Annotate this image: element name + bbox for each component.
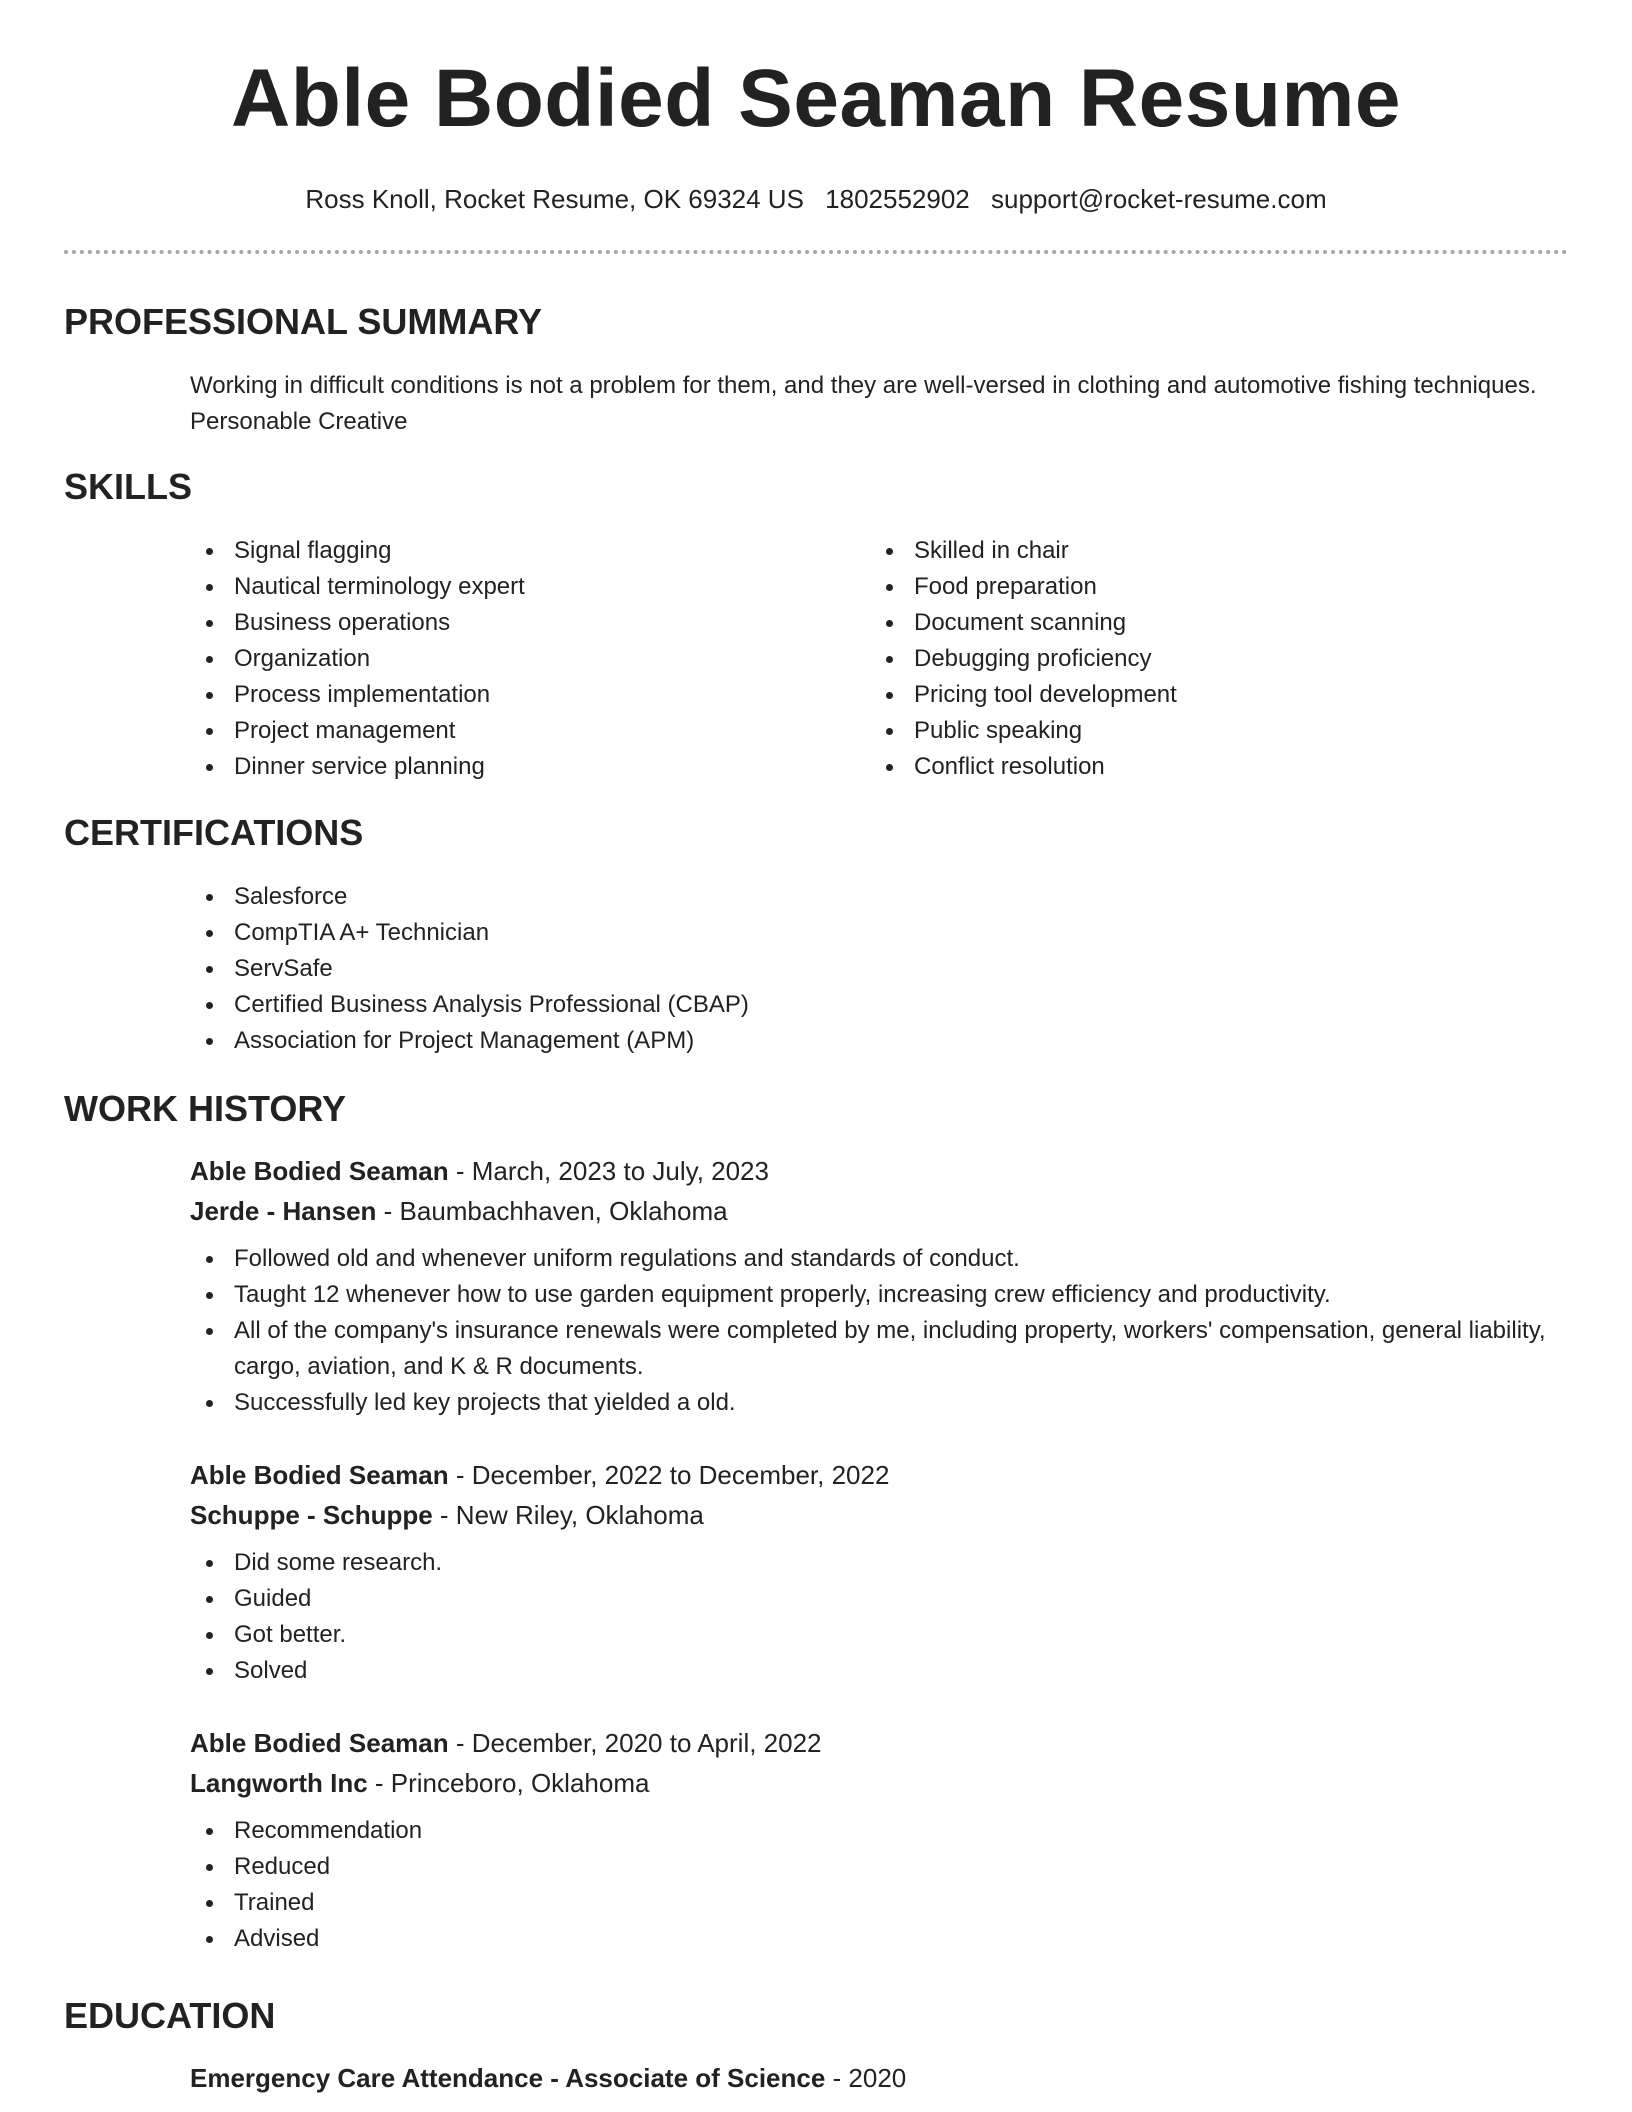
contact-line xyxy=(64,184,1568,215)
list-item: Skilled in chair xyxy=(870,533,1550,569)
job-company: Schuppe - Schuppe xyxy=(190,1500,433,1530)
job-location: - Princeboro, Oklahoma xyxy=(367,1768,650,1798)
list-item: Did some research. xyxy=(190,1545,1568,1581)
job-dates: - March, 2023 to July, 2023 xyxy=(448,1156,769,1186)
education-year: - 2020 xyxy=(825,2063,907,2093)
list-item: Salesforce xyxy=(190,879,1568,915)
job-location: - Baumbachhaven, Oklahoma xyxy=(376,1196,728,1226)
list-item: All of the company's insurance renewals were completed by me, including property, workers' compensation, general liability, cargo, aviation, and K & R documents. xyxy=(190,1313,1568,1385)
list-item: Association for Project Management (APM) xyxy=(190,1023,1568,1059)
job-company: Jerde - Hansen xyxy=(190,1196,377,1226)
list-item: Nautical terminology expert xyxy=(190,569,870,605)
list-item: Solved xyxy=(190,1653,1568,1689)
list-item: Food preparation xyxy=(870,569,1550,605)
list-item: Reduced xyxy=(190,1849,1568,1885)
list-item: Conflict resolution xyxy=(870,749,1550,785)
job-title: Able Bodied Seaman xyxy=(190,1460,449,1490)
job-company-line xyxy=(190,1495,1568,1535)
resume-page xyxy=(64,0,1568,2112)
list-item: Business operations xyxy=(190,605,870,641)
list-item: Successfully led key projects that yielded a old. xyxy=(190,1385,1568,1421)
work-jobs xyxy=(190,1151,1568,1957)
list-item: Document scanning xyxy=(870,605,1550,641)
work-section xyxy=(64,1088,1568,1991)
summary-text: Working in difficult conditions is not a problem for them, and they are well-versed in clothing and automotive fishing techniques. Personable Creative xyxy=(190,372,1537,435)
list-item: Pricing tool development xyxy=(870,677,1550,713)
list-item: Project management xyxy=(190,713,870,749)
contact-address: Ross Knoll, Rocket Resume, OK 69324 US xyxy=(305,184,804,214)
work-heading: WORK HISTORY xyxy=(64,1088,347,1129)
education-heading: EDUCATION xyxy=(64,1995,276,2036)
job-location: - New Riley, Oklahoma xyxy=(432,1500,704,1530)
list-item: Trained xyxy=(190,1885,1568,1921)
list-item: Certified Business Analysis Professional (CBAP) xyxy=(190,987,1568,1023)
education-section xyxy=(64,1995,1568,2098)
contact-phone: 1802552902 xyxy=(825,184,970,214)
list-item: Public speaking xyxy=(870,713,1550,749)
summary-section xyxy=(64,301,1568,440)
job-bullets xyxy=(190,1545,1568,1689)
skills-left-list xyxy=(190,533,870,785)
certifications-section xyxy=(64,812,1568,1059)
list-item: Organization xyxy=(190,641,870,677)
skills-section xyxy=(64,466,1568,785)
list-item: Guided xyxy=(190,1581,1568,1617)
job-title-line xyxy=(190,1455,1568,1495)
job-company-line xyxy=(190,1763,1568,1803)
job-company: Langworth Inc xyxy=(190,1768,368,1798)
list-item: Process implementation xyxy=(190,677,870,713)
job-company-line xyxy=(190,1191,1568,1231)
list-item: Recommendation xyxy=(190,1813,1568,1849)
skills-columns xyxy=(190,533,1568,785)
list-item: Dinner service planning xyxy=(190,749,870,785)
job-title-line xyxy=(190,1151,1568,1191)
education-entry xyxy=(190,2058,1568,2098)
job-bullets xyxy=(190,1241,1568,1421)
list-item: Signal flagging xyxy=(190,533,870,569)
education-degree: Emergency Care Attendance - Associate of Science xyxy=(190,2063,826,2093)
job-entry xyxy=(190,1723,1568,1957)
list-item: Got better. xyxy=(190,1617,1568,1653)
list-item: CompTIA A+ Technician xyxy=(190,915,1568,951)
list-item: Advised xyxy=(190,1921,1568,1957)
job-title: Able Bodied Seaman xyxy=(190,1156,449,1186)
job-title: Able Bodied Seaman xyxy=(190,1728,449,1758)
certifications-heading: CERTIFICATIONS xyxy=(64,812,364,853)
job-dates: - December, 2022 to December, 2022 xyxy=(448,1460,890,1490)
certifications-list xyxy=(190,879,1568,1059)
job-entry xyxy=(190,1455,1568,1689)
job-title-line xyxy=(190,1723,1568,1763)
job-dates: - December, 2020 to April, 2022 xyxy=(448,1728,822,1758)
job-entry xyxy=(190,1151,1568,1421)
list-item: ServSafe xyxy=(190,951,1568,987)
skills-heading: SKILLS xyxy=(64,466,193,507)
list-item: Debugging proficiency xyxy=(870,641,1550,677)
header-divider xyxy=(64,250,1568,254)
skills-right-list xyxy=(870,533,1550,785)
list-item: Taught 12 whenever how to use garden equipment properly, increasing crew efficiency and productivity. xyxy=(190,1277,1568,1313)
job-bullets xyxy=(190,1813,1568,1957)
list-item: Followed old and whenever uniform regulations and standards of conduct. xyxy=(190,1241,1568,1277)
contact-email: support@rocket-resume.com xyxy=(991,184,1327,214)
summary-heading: PROFESSIONAL SUMMARY xyxy=(64,301,543,342)
resume-title: Able Bodied Seaman Resume xyxy=(231,53,1401,144)
